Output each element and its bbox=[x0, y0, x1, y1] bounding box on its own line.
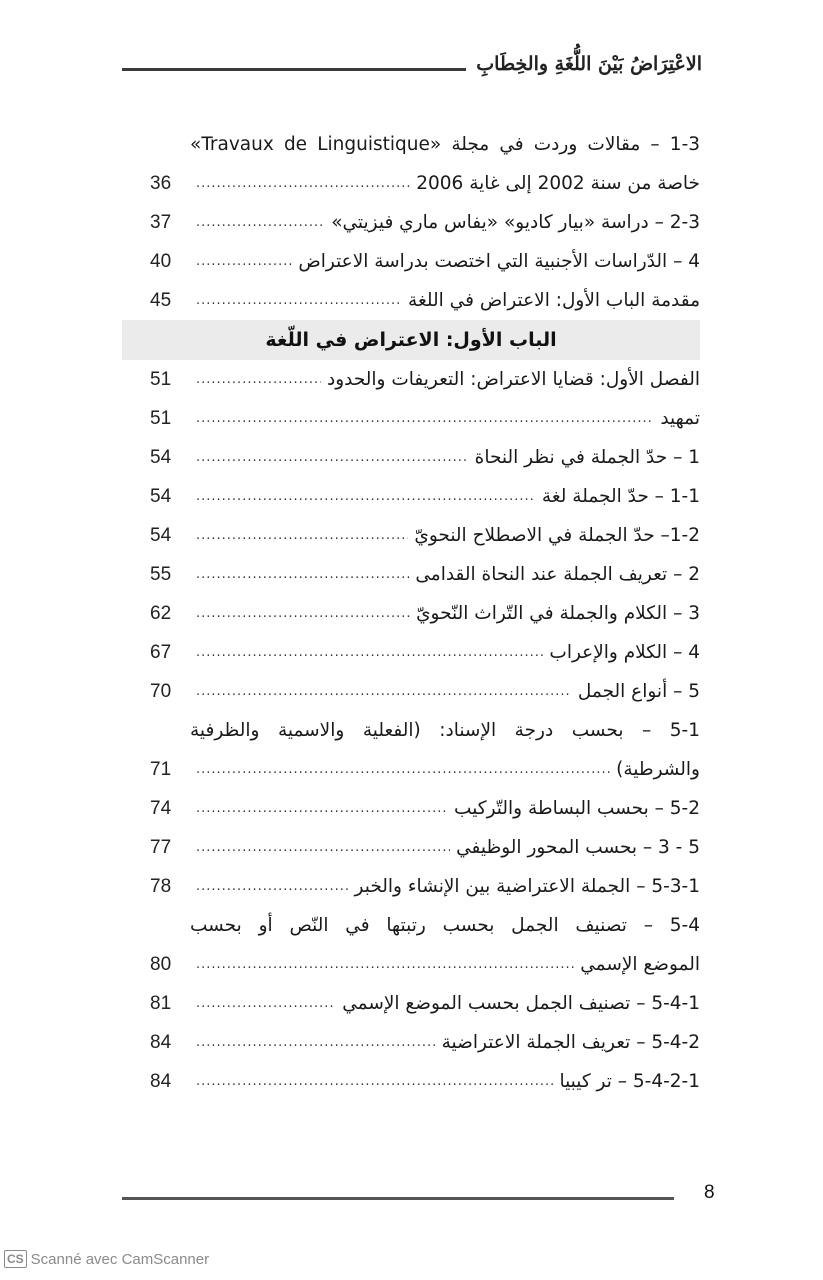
toc-entry-page: 62 bbox=[150, 603, 172, 624]
toc-entry-page: 74 bbox=[150, 798, 172, 819]
toc-entry-page: 54 bbox=[150, 447, 172, 468]
toc-entry bbox=[150, 399, 700, 438]
toc-entry-page: 54 bbox=[150, 525, 172, 546]
toc-entry bbox=[150, 945, 700, 984]
dot-leader bbox=[196, 477, 536, 516]
toc-entry bbox=[150, 438, 700, 477]
running-title: الاعْتِرَاضُ بَيْنَ اللُّغَةِ والخِطَابِ bbox=[476, 53, 702, 75]
toc-entry-title: تمهيد bbox=[660, 408, 700, 429]
toc-entry bbox=[150, 828, 700, 867]
toc-entry bbox=[150, 281, 700, 320]
toc-entry-page: 80 bbox=[150, 954, 172, 975]
toc-entry bbox=[150, 164, 700, 203]
toc-entry bbox=[150, 906, 700, 945]
toc-entry bbox=[150, 1023, 700, 1062]
toc-entry-page: 78 bbox=[150, 876, 172, 897]
table-of-contents bbox=[150, 125, 700, 1101]
section-heading-band bbox=[122, 320, 700, 360]
dot-leader bbox=[196, 242, 292, 281]
toc-entry-page: 51 bbox=[150, 408, 172, 429]
toc-entry-page: 40 bbox=[150, 251, 172, 272]
toc-entry-title: 5-3-1 – الجملة الاعتراضية بين الإنشاء والخبر bbox=[354, 876, 700, 897]
dot-leader bbox=[196, 867, 349, 906]
dot-leader bbox=[196, 750, 610, 789]
dot-leader bbox=[196, 360, 321, 399]
dot-leader bbox=[196, 438, 469, 477]
toc-entry-title: 1-1 – حدّ الجملة لغة bbox=[541, 486, 700, 507]
footer-rule bbox=[122, 1197, 674, 1200]
toc-entry-title: 2-3 – دراسة «بيار كاديو» «يفاس ماري فيزيتي» bbox=[331, 212, 700, 233]
toc-entry bbox=[150, 477, 700, 516]
dot-leader bbox=[196, 672, 572, 711]
dot-leader bbox=[196, 399, 654, 438]
toc-entry-title: 5-4-2 – تعريف الجملة الاعتراضية bbox=[441, 1032, 700, 1053]
toc-entries-before-section bbox=[150, 125, 700, 320]
toc-entry-page: 84 bbox=[150, 1032, 172, 1053]
toc-entry-title: خاصة من سنة 2002 إلى غاية 2006 bbox=[416, 173, 700, 194]
toc-entry-title: 5-4 – تصنيف الجمل بحسب رتبتها في النّص أو بحسب bbox=[190, 915, 700, 936]
toc-entry-title: الفصل الأول: قضايا الاعتراض: التعريفات والحدود bbox=[326, 369, 700, 390]
header-rule bbox=[122, 68, 466, 71]
dot-leader bbox=[196, 203, 325, 242]
toc-entry-page: 84 bbox=[150, 1071, 172, 1092]
running-header bbox=[122, 44, 702, 84]
toc-entry bbox=[150, 984, 700, 1023]
toc-entry-page: 67 bbox=[150, 642, 172, 663]
dot-leader bbox=[196, 984, 336, 1023]
toc-entry-title: مقدمة الباب الأول: الاعتراض في اللغة bbox=[408, 290, 700, 311]
dot-leader bbox=[196, 164, 410, 203]
toc-entry bbox=[150, 1062, 700, 1101]
toc-entry-title: 5-4-1 – تصنيف الجمل بحسب الموضع الإسمي bbox=[342, 993, 700, 1014]
dot-leader bbox=[196, 555, 409, 594]
dot-leader bbox=[196, 828, 450, 867]
dot-leader bbox=[196, 281, 402, 320]
toc-entry-page: 54 bbox=[150, 486, 172, 507]
toc-entry-page: 36 bbox=[150, 173, 172, 194]
toc-entry-page: 81 bbox=[150, 993, 172, 1014]
toc-entry-title: الموضع الإسمي bbox=[580, 954, 700, 975]
toc-entry-title: 1 – حدّ الجملة في نظر النحاة bbox=[474, 447, 700, 468]
watermark-text: Scanné avec CamScanner bbox=[30, 1250, 210, 1268]
section-heading: الباب الأول: الاعتراض في اللّغة bbox=[265, 329, 557, 351]
toc-entry bbox=[150, 867, 700, 906]
toc-entry-page: 51 bbox=[150, 369, 172, 390]
toc-entry bbox=[150, 711, 700, 750]
toc-entry-page: 45 bbox=[150, 290, 172, 311]
toc-entry bbox=[150, 203, 700, 242]
toc-entry-title: 3 – الكلام والجملة في التّراث النّحويّ bbox=[416, 603, 700, 624]
toc-entry bbox=[150, 125, 700, 164]
toc-entry-title: 5 - 3 – بحسب المحور الوظيفي bbox=[456, 837, 700, 858]
toc-entry bbox=[150, 242, 700, 281]
toc-entry-title: 2 – تعريف الجملة عند النحاة القدامى bbox=[415, 564, 700, 585]
toc-entry-title: 1-2– حدّ الجملة في الاصطلاح النحويّ bbox=[414, 525, 700, 546]
toc-entry-page: 37 bbox=[150, 212, 172, 233]
toc-entry-page: 77 bbox=[150, 837, 172, 858]
toc-entry-title: 5-1 – بحسب درجة الإسناد: (الفعلية والاسمية والظرفية bbox=[190, 720, 700, 741]
toc-entry-page: 70 bbox=[150, 681, 172, 702]
toc-entry bbox=[150, 633, 700, 672]
dot-leader bbox=[196, 789, 448, 828]
toc-entry bbox=[150, 360, 700, 399]
dot-leader bbox=[196, 1062, 553, 1101]
toc-entry-title: 5 – أنواع الجمل bbox=[577, 681, 700, 702]
toc-entry-title: 5-2 – بحسب البساطة والتّركيب bbox=[454, 798, 700, 819]
toc-entry-title: والشرطية) bbox=[616, 759, 700, 780]
toc-entry bbox=[150, 555, 700, 594]
toc-entry-title: 1-3 – مقالات وردت في مجلة «Travaux de Linguistique» bbox=[190, 134, 701, 155]
camscanner-logo-icon: CS bbox=[4, 1250, 27, 1268]
toc-entry bbox=[150, 750, 700, 789]
toc-entry-title: 4 – الكلام والإعراب bbox=[549, 642, 700, 663]
toc-entry bbox=[150, 594, 700, 633]
page-number: 8 bbox=[704, 1182, 715, 1203]
camscanner-watermark bbox=[4, 1250, 209, 1268]
toc-entry bbox=[150, 789, 700, 828]
dot-leader bbox=[196, 516, 408, 555]
toc-entry-title: 4 – الدّراسات الأجنبية التي اختصت بدراسة الاعتراض bbox=[298, 251, 700, 272]
dot-leader bbox=[196, 594, 410, 633]
toc-entry-page: 71 bbox=[150, 759, 172, 780]
toc-entry-title: 5-4-2-1 – تر كيبيا bbox=[559, 1071, 700, 1092]
toc-entry bbox=[150, 516, 700, 555]
toc-entries-after-section bbox=[150, 360, 700, 1101]
dot-leader bbox=[196, 1023, 436, 1062]
toc-entry-page: 55 bbox=[150, 564, 172, 585]
dot-leader bbox=[196, 633, 543, 672]
toc-entry bbox=[150, 672, 700, 711]
dot-leader bbox=[196, 945, 574, 984]
